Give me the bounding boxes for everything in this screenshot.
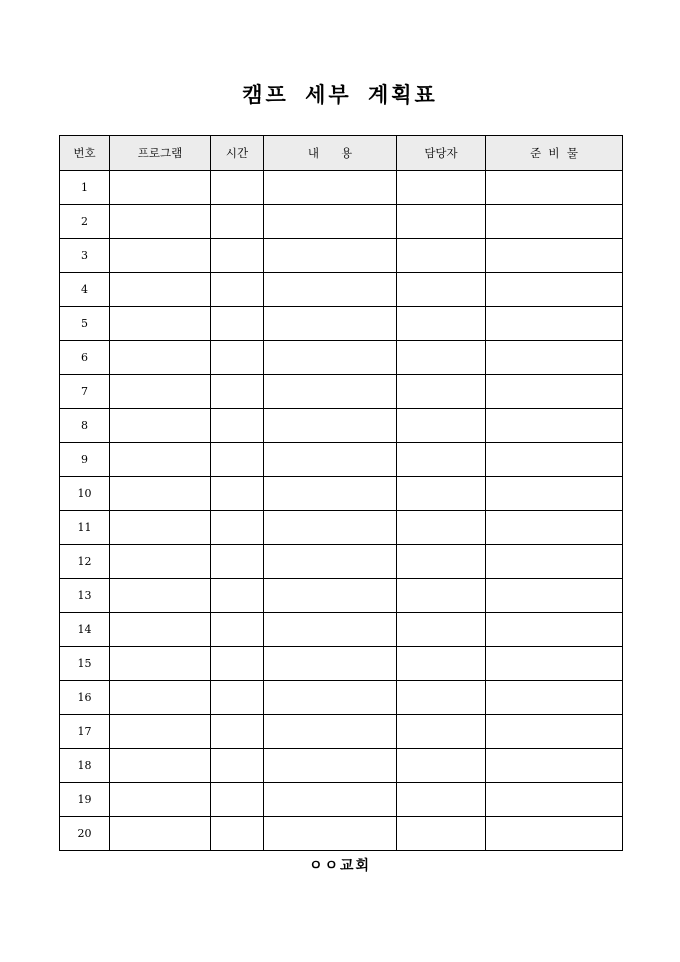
time-cell[interactable] [211,205,264,239]
content-cell[interactable] [264,647,397,681]
program-cell[interactable] [110,443,211,477]
supplies-cell[interactable] [486,273,623,307]
page-title: 캠프 세부 계획표 [242,82,438,107]
table-row [60,511,623,545]
supplies-cell[interactable] [486,545,623,579]
time-cell[interactable] [211,647,264,681]
table-row [60,273,623,307]
program-cell[interactable] [110,579,211,613]
program-cell[interactable] [110,341,211,375]
table-row [60,749,623,783]
table-row [60,715,623,749]
supplies-cell[interactable] [486,443,623,477]
person-cell[interactable] [397,443,486,477]
content-cell[interactable] [264,511,397,545]
time-cell[interactable] [211,443,264,477]
time-cell[interactable] [211,341,264,375]
time-cell[interactable] [211,681,264,715]
time-cell[interactable] [211,783,264,817]
time-cell[interactable] [211,715,264,749]
person-cell[interactable] [397,715,486,749]
table-row [60,205,623,239]
row-number: 4 [60,273,110,307]
row-number: 9 [60,443,110,477]
person-cell[interactable] [397,477,486,511]
content-cell[interactable] [264,443,397,477]
person-cell[interactable] [397,341,486,375]
row-number: 3 [60,239,110,273]
supplies-cell[interactable] [486,749,623,783]
person-cell[interactable] [397,579,486,613]
table-row [60,341,623,375]
supplies-cell[interactable] [486,409,623,443]
time-cell[interactable] [211,817,264,851]
content-cell[interactable] [264,409,397,443]
program-cell[interactable] [110,545,211,579]
row-number: 19 [60,783,110,817]
person-cell[interactable] [397,409,486,443]
content-cell[interactable] [264,375,397,409]
row-number: 2 [60,205,110,239]
row-number: 12 [60,545,110,579]
time-cell[interactable] [211,579,264,613]
table-row [60,375,623,409]
supplies-cell[interactable] [486,647,623,681]
program-cell[interactable] [110,239,211,273]
table-row [60,817,623,851]
table-row [60,647,623,681]
person-cell[interactable] [397,239,486,273]
supplies-cell[interactable] [486,171,623,205]
table-row [60,307,623,341]
time-cell[interactable] [211,545,264,579]
row-number: 18 [60,749,110,783]
person-cell[interactable] [397,545,486,579]
content-cell[interactable] [264,579,397,613]
program-cell[interactable] [110,273,211,307]
program-cell[interactable] [110,307,211,341]
time-cell[interactable] [211,375,264,409]
content-cell[interactable] [264,341,397,375]
row-number: 17 [60,715,110,749]
row-number: 14 [60,613,110,647]
row-number: 5 [60,307,110,341]
row-number: 20 [60,817,110,851]
camp-plan-table [59,135,623,851]
content-cell[interactable] [264,545,397,579]
program-cell[interactable] [110,171,211,205]
program-cell[interactable] [110,715,211,749]
supplies-cell[interactable] [486,579,623,613]
row-number: 7 [60,375,110,409]
row-number: 16 [60,681,110,715]
person-cell[interactable] [397,307,486,341]
program-cell[interactable] [110,613,211,647]
person-cell[interactable] [397,273,486,307]
person-cell[interactable] [397,783,486,817]
content-cell[interactable] [264,783,397,817]
program-cell[interactable] [110,375,211,409]
content-cell[interactable] [264,205,397,239]
person-cell[interactable] [397,817,486,851]
row-number: 6 [60,341,110,375]
supplies-cell[interactable] [486,817,623,851]
content-cell[interactable] [264,477,397,511]
table-row [60,409,623,443]
program-cell[interactable] [110,409,211,443]
program-cell[interactable] [110,647,211,681]
time-cell[interactable] [211,613,264,647]
time-cell[interactable] [211,239,264,273]
table-row [60,783,623,817]
header-program: 프로그램 [110,136,211,171]
content-cell[interactable] [264,307,397,341]
person-cell[interactable] [397,613,486,647]
header-time: 시간 [211,136,264,171]
time-cell[interactable] [211,409,264,443]
row-number: 11 [60,511,110,545]
program-cell[interactable] [110,511,211,545]
time-cell[interactable] [211,171,264,205]
content-cell[interactable] [264,239,397,273]
time-cell[interactable] [211,477,264,511]
header-number: 번호 [60,136,110,171]
supplies-cell[interactable] [486,783,623,817]
row-number: 1 [60,171,110,205]
program-cell[interactable] [110,477,211,511]
table-row [60,443,623,477]
header-content: 내 용 [264,136,397,171]
time-cell[interactable] [211,511,264,545]
table-row [60,171,623,205]
supplies-cell[interactable] [486,477,623,511]
content-cell[interactable] [264,681,397,715]
content-cell[interactable] [264,613,397,647]
row-number: 8 [60,409,110,443]
content-cell[interactable] [264,273,397,307]
table-row [60,579,623,613]
table-row [60,239,623,273]
person-cell[interactable] [397,749,486,783]
header-supplies: 준 비 물 [486,136,623,171]
table-header-row [60,136,623,171]
program-cell[interactable] [110,817,211,851]
row-number: 10 [60,477,110,511]
program-cell[interactable] [110,749,211,783]
program-cell[interactable] [110,681,211,715]
supplies-cell[interactable] [486,307,623,341]
time-cell[interactable] [211,749,264,783]
time-cell[interactable] [211,307,264,341]
content-cell[interactable] [264,715,397,749]
person-cell[interactable] [397,681,486,715]
supplies-cell[interactable] [486,239,623,273]
person-cell[interactable] [397,171,486,205]
content-cell[interactable] [264,817,397,851]
program-cell[interactable] [110,205,211,239]
supplies-cell[interactable] [486,205,623,239]
person-cell[interactable] [397,647,486,681]
program-cell[interactable] [110,783,211,817]
person-cell[interactable] [397,375,486,409]
content-cell[interactable] [264,171,397,205]
supplies-cell[interactable] [486,715,623,749]
table-row [60,477,623,511]
table-row [60,681,623,715]
header-person-in-charge: 담당자 [397,136,486,171]
supplies-cell[interactable] [486,375,623,409]
table-row [60,613,623,647]
church-name: ㅇㅇ교회 [308,858,372,874]
row-number: 15 [60,647,110,681]
table-row [60,545,623,579]
supplies-cell[interactable] [486,511,623,545]
content-cell[interactable] [264,749,397,783]
row-number: 13 [60,579,110,613]
supplies-cell[interactable] [486,681,623,715]
time-cell[interactable] [211,273,264,307]
person-cell[interactable] [397,511,486,545]
person-cell[interactable] [397,205,486,239]
supplies-cell[interactable] [486,341,623,375]
supplies-cell[interactable] [486,613,623,647]
